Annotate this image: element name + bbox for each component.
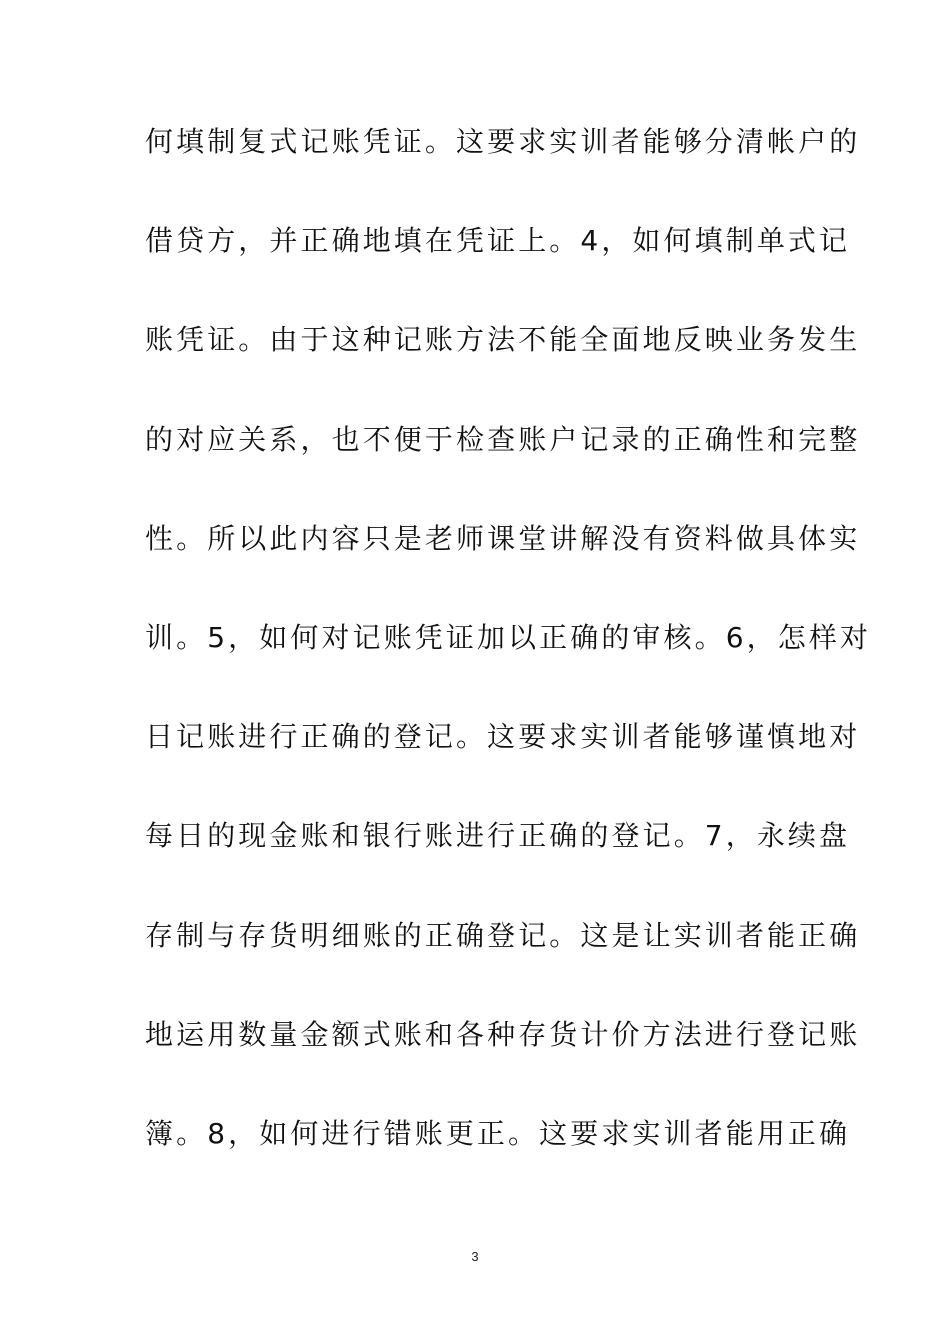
text-line: 性。所以此内容只是老师课堂讲解没有资料做具体实 bbox=[145, 521, 861, 555]
text-line: 何填制复式记账凭证。这要求实训者能够分清帐户的 bbox=[145, 125, 861, 158]
text-line: 每日的现金账和银行账进行正确的登记。7，永续盘 bbox=[145, 819, 851, 853]
text-line: 存制与存货明细账的正确登记。这是让实训者能正确 bbox=[145, 918, 861, 952]
text-line: 借贷方，并正确地填在凭证上。4，如何填制单式记 bbox=[145, 224, 851, 258]
body-text bbox=[145, 125, 872, 1217]
text-line: 训。5，如何对记账凭证加以正确的审核。6，怎样对 bbox=[145, 620, 872, 654]
text-line: 日记账进行正确的登记。这要求实训者能够谨慎地对 bbox=[145, 720, 861, 754]
text-line: 地运用数量金额式账和各种存货计价方法进行登记账 bbox=[145, 1017, 861, 1051]
page-number: 3 bbox=[471, 1249, 479, 1264]
text-line: 账凭证。由于这种记账方法不能全面地反映业务发生 bbox=[145, 323, 861, 357]
text-line: 簿。8，如何进行错账更正。这要求实训者能用正确 bbox=[145, 1116, 851, 1150]
text-line: 的对应关系，也不便于检查账户记录的正确性和完整 bbox=[145, 422, 861, 456]
